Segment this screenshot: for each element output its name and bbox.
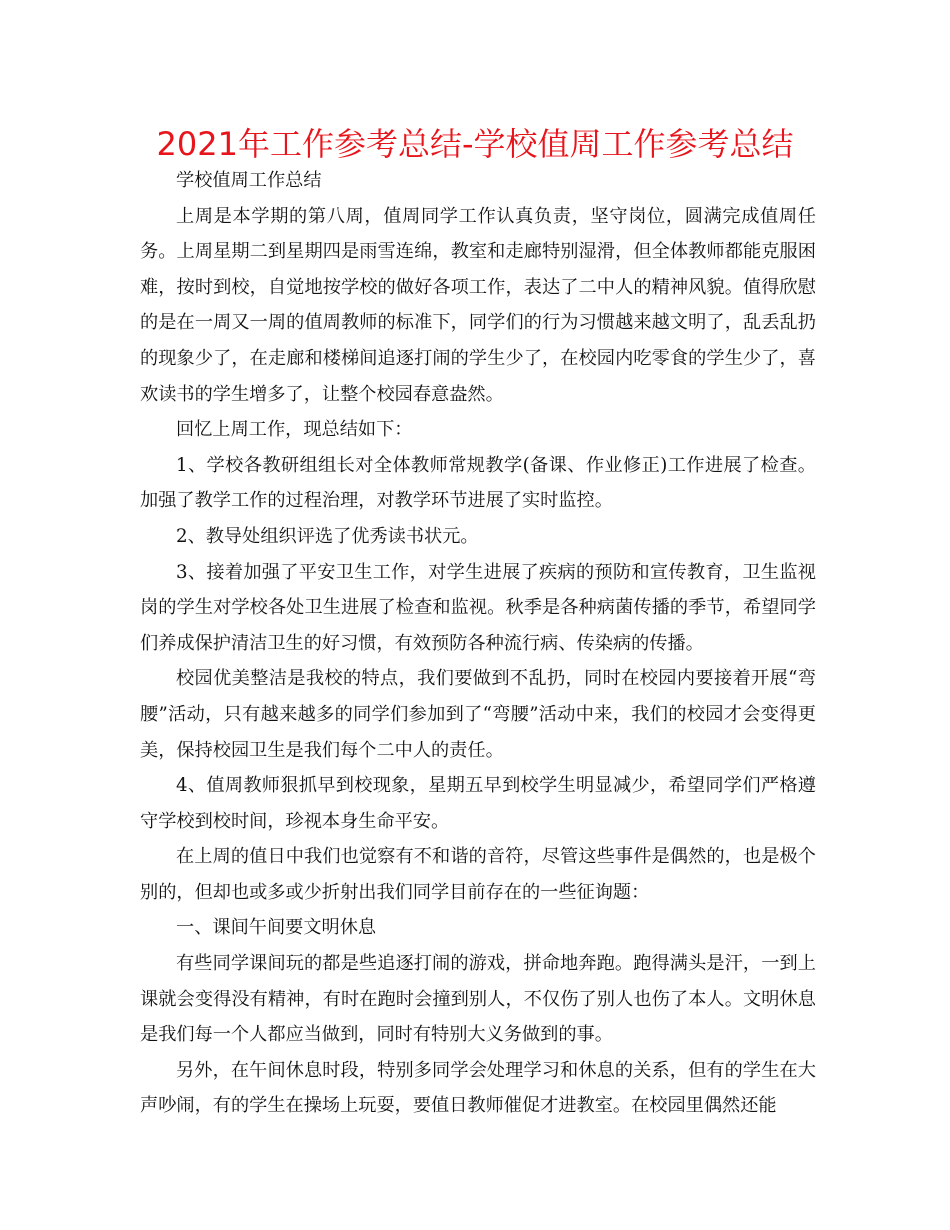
paragraph-item-3: 3、接着加强了平安卫生工作，对学生进展了疾病的预防和宣传教育，卫生监视岗的学生对学校各处卫生进展了检查和监视。秋季是各种病菌传播的季节，希望同学们养成保护清洁卫生的好习惯，有效预防各种流行病、传染病的传播。 (140, 561, 816, 654)
paragraph-review-intro: 回忆上周工作，现总结如下： (176, 419, 413, 441)
paragraph-item-2: 2、教导处组织评选了优秀读书状元。 (176, 525, 479, 547)
paragraph-noon-rest: 另外，在午间休息时段，特别多同学会处理学习和休息的关系，但有的学生在大声吵闹，有的学生在操场上玩耍，要值日教师催促才进教室。在校园里偶然还能 (140, 1059, 816, 1117)
paragraph-break-behavior: 有些同学课间玩的都是些追逐打闹的游戏，拼命地奔跑。跑得满头是汗，一到上课就会变得没有精神，有时在跑时会撞到别人，不仅伤了别人也伤了本人。文明休息是我们每一个人都应当做到，同时有特别大义务做到的事。 (140, 953, 816, 1046)
paragraph-item-4: 4、值周教师狠抓早到校现象，星期五早到校学生明显减少，希望同学们严格遵守学校到校时间，珍视本身生命平安。 (140, 775, 816, 832)
document-body (140, 163, 816, 1124)
paragraph-subtitle: 学校值周工作总结 (176, 170, 322, 191)
paragraph-heading-rest: 一、课间午间要文明休息 (176, 917, 377, 939)
paragraph-campus-clean: 校园优美整洁是我校的特点，我们要做到不乱扔，同时在校园内要接着开展“弯腰”活动，只有越来越多的同学们参加到了“弯腰”活动中来，我们的校园才会变得更美，保持校园卫生是我们每个二中人的责任。 (140, 668, 816, 761)
document-title: 2021年工作参考总结-学校值周工作参考总结 (156, 125, 794, 163)
paragraph-issues-intro: 在上周的值日中我们也觉察有不和谐的音符，尽管这些事件是偶然的，也是极个别的，但却也或多或少折射出我们同学目前存在的一些征询题： (140, 846, 816, 903)
paragraph-week-summary: 上周是本学期的第八周，值周同学工作认真负责，坚守岗位，圆满完成值周任务。上周星期二到星期四是雨雪连绵，教室和走廊特别湿滑，但全体教师都能克服困难，按时到校，自觉地按学校的做好各项工作，表达了二中人的精神风貌。值得欣慰的是在一周又一周的值周教师的标准下，同学们的行为习惯越来越文明了，乱丢乱扔的现象少了，在走廊和楼梯间追逐打闹的学生少了，在校园内吃零食的学生少了，喜欢读书的学生增多了，让整个校园春意盎然。 (140, 205, 816, 405)
paragraph-item-1: 1、学校各教研组组长对全体教师常规教学(备课、作业修正)工作进展了检查。加强了教学工作的过程治理，对教学环节进展了实时监控。 (140, 454, 816, 512)
